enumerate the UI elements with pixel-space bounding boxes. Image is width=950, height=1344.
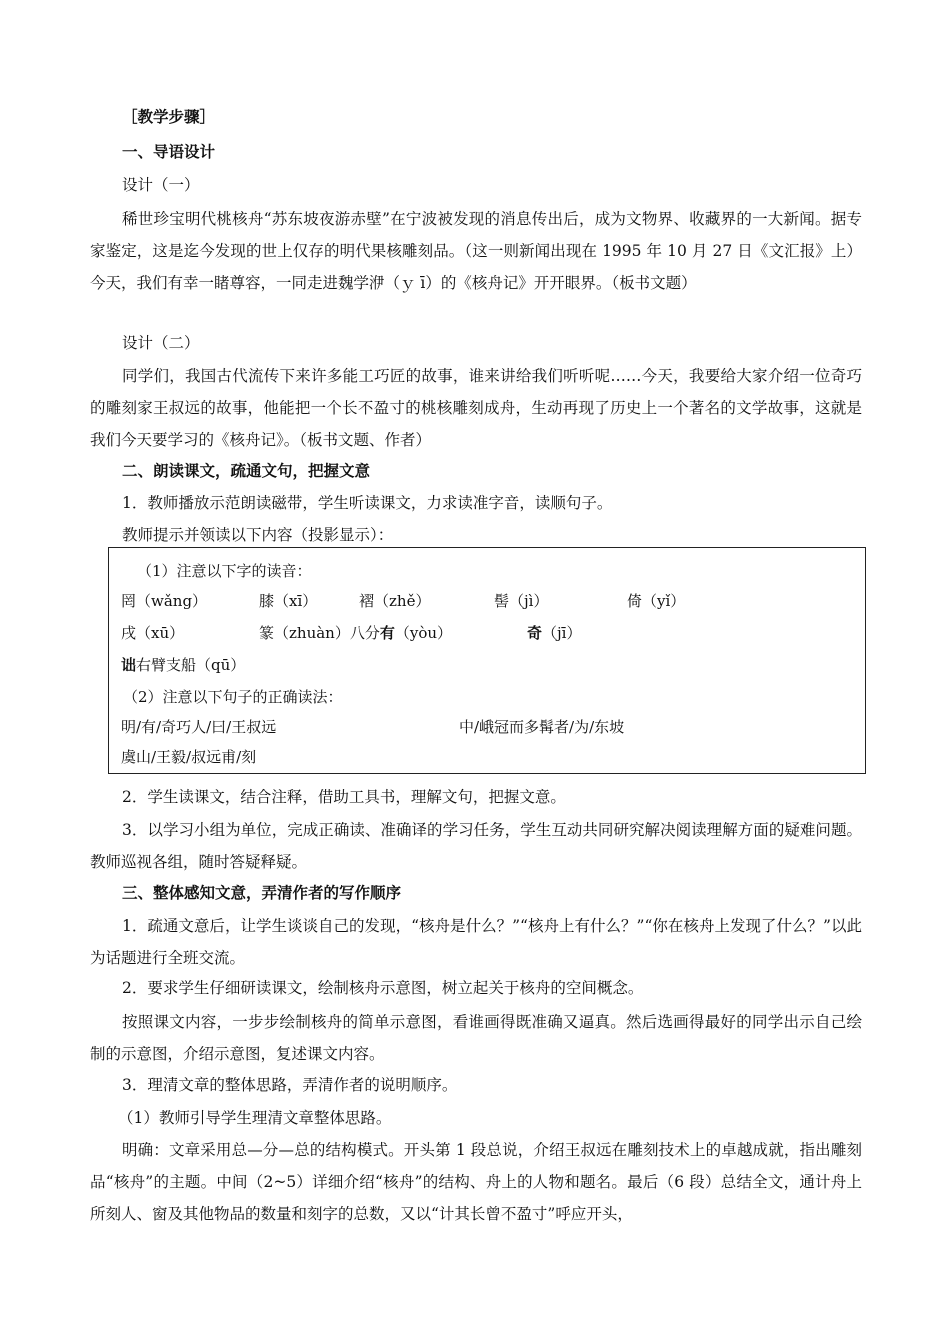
pronunciation-item bbox=[527, 618, 581, 648]
teaching-steps-header: ［教学步骤］ bbox=[122, 107, 216, 126]
design-2-label: 设计（二） bbox=[122, 334, 200, 352]
pronunciation-item: 髻（jì） bbox=[494, 592, 549, 610]
reading-sentence: 明/有/奇巧人/曰/王叔远 bbox=[121, 718, 277, 736]
reading-sentence: 中/峨冠而多髯者/为/东坡 bbox=[459, 718, 625, 736]
pronunciation-item: 褶（zhě） bbox=[359, 592, 431, 610]
box-heading-2: （2）注意以下句子的正确读法： bbox=[123, 688, 343, 706]
design-1-text: 稀世珍宝明代桃核舟“苏东坡夜游赤壁”在宁波被发现的消息传出后，成为文物界、收藏界的一大新闻。据专家鉴定，这是迄今发现的世上仅存的明代果核雕刻品。（这一则新闻出现在 1995 年 10 月 27 日《文汇报》上）今天，我们有幸一睹尊容，一同走进魏学洢（ｙ ī）的《核舟记》开开眼界。（板书文题） bbox=[90, 210, 862, 292]
pronunciation-text: 篆（zhuàn）八分 bbox=[259, 624, 380, 642]
pronunciation-bold-char: 奇 bbox=[527, 624, 543, 642]
section-3-item-3-sub-1: （1）教师引导学生理清文章整体思路。 bbox=[118, 1109, 392, 1127]
section-2-item-1-note: 教师提示并领读以下内容（投影显示）： bbox=[122, 526, 394, 544]
pronunciation-bold-char: 有 bbox=[379, 624, 395, 642]
section-3-item-2: 2．要求学生仔细研读课文，绘制核舟示意图，树立起关于核舟的空间概念。 bbox=[122, 979, 644, 997]
pronunciation-text: 右臂支船（qū） bbox=[136, 656, 246, 674]
pronunciation-item: 倚（yǐ） bbox=[627, 592, 686, 610]
pronunciation-item bbox=[259, 618, 452, 648]
pronunciation-item: 膝（xī） bbox=[259, 592, 318, 610]
section-3-item-1: 1．疏通文意后，让学生谈谈自己的发现，“核舟是什么？”“核舟上有什么？”“你在核舟上发现了什么？”以此为话题进行全班交流。 bbox=[90, 917, 862, 967]
design-1-label: 设计（一） bbox=[122, 176, 200, 194]
section-1-title: 一、导语设计 bbox=[122, 142, 216, 161]
pronunciation-text: （jī） bbox=[542, 624, 582, 642]
section-2-item-3: 3．以学习小组为单位，完成正确读、准确译的学习任务，学生互动共同研究解决阅读理解方面的疑难问题。教师巡视各组，随时答疑释疑。 bbox=[90, 821, 862, 871]
design-2-text: 同学们，我国古代流传下来许多能工巧匠的故事，谁来讲给我们听听呢……今天，我要给大家介绍一位奇巧的雕刻家王叔远的故事，他能把一个长不盈寸的桃核雕刻成舟，生动再现了历史上一个著名的文学故事，这就是我们今天要学习的《核舟记》。（板书文题、作者） bbox=[90, 367, 862, 449]
section-2-item-2: 2．学生读课文，结合注释，借助工具书，理解文句，把握文意。 bbox=[122, 788, 566, 806]
section-3-item-2-detail: 按照课文内容，一步步绘制核舟的简单示意图，看谁画得既准确又逼真。然后选画得最好的同学出示自己绘制的示意图，介绍示意图，复述课文内容。 bbox=[90, 1013, 862, 1063]
section-2-item-1: 1．教师播放示范朗读磁带，学生听读课文，力求读准字音，读顺句子。 bbox=[122, 494, 613, 512]
section-3-item-3-clarification: 明确：文章采用总—分—总的结构模式。开头第 1 段总说，介绍王叔远在雕刻技术上的卓越成就，指出雕刻品“核舟”的主题。中间（2~5）详细介绍“核舟”的结构、舟上的人物和题名。最后（6 段）总结全文，通计舟上所刻人、窗及其他物品的数量和刻字的总数，又以“计其长曾不盈寸”呼应开头， bbox=[90, 1141, 862, 1223]
pronunciation-item bbox=[121, 650, 245, 680]
box-heading-1: （1）注意以下字的读音： bbox=[137, 562, 312, 580]
pronunciation-box bbox=[108, 547, 866, 774]
section-3-title: 三、整体感知文意，弄清作者的写作顺序 bbox=[122, 883, 402, 902]
section-2-title: 二、朗读课文，疏通文句，把握文意 bbox=[122, 461, 371, 480]
pronunciation-bold-char: 诎 bbox=[121, 656, 137, 674]
section-3-item-3: 3．理清文章的整体思路，弄清作者的说明顺序。 bbox=[122, 1076, 458, 1094]
pronunciation-item: 罔（wǎng） bbox=[121, 592, 208, 610]
reading-sentence: 虞山/王毅/叔远甫/刻 bbox=[121, 748, 257, 766]
pronunciation-text: （yòu） bbox=[394, 624, 453, 642]
pronunciation-item: 戌（xū） bbox=[121, 624, 185, 642]
